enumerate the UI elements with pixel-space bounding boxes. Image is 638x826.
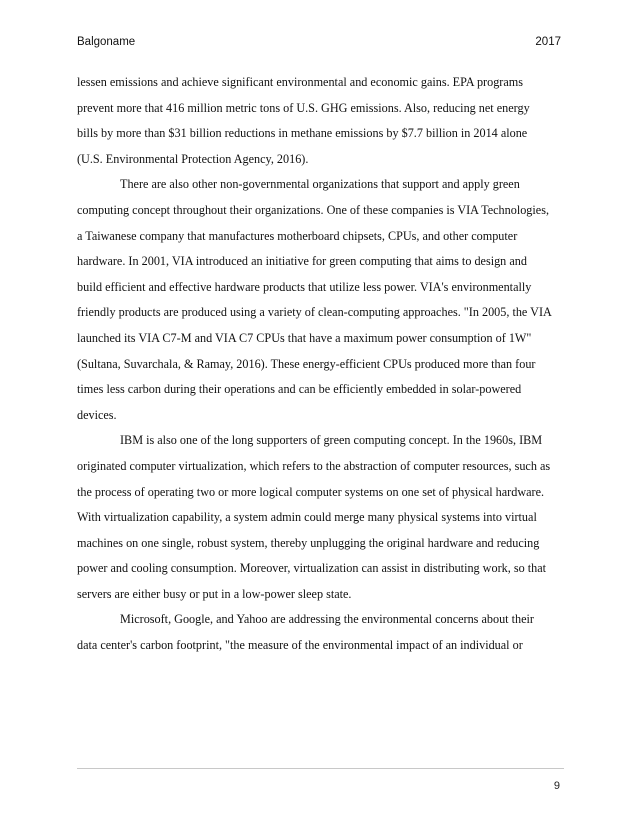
paragraph	[77, 428, 563, 607]
text-line: the process of operating two or more logical computer systems on one set of physical hardware.	[77, 484, 545, 499]
text-line: (Sultana, Suvarchala, & Ramay, 2016). These energy-efficient CPUs produced more than four	[77, 356, 536, 371]
text-line: hardware. In 2001, VIA introduced an initiative for green computing that aims to design and	[77, 254, 527, 269]
text-line: computing concept throughout their organizations. One of these companies is VIA Technologies,	[77, 202, 549, 217]
text-line: prevent more that 416 million metric tons of U.S. GHG emissions. Also, reducing net energy	[77, 100, 530, 115]
text-line: With virtualization capability, a system admin could merge many physical systems into virtual	[77, 510, 537, 525]
text-line: build efficient and effective hardware products that utilize less power. VIA's environmentally	[77, 279, 532, 294]
text-line: launched its VIA C7-M and VIA C7 CPUs that have a maximum power consumption of 1W"	[77, 330, 532, 345]
header-author: Balgoname	[77, 36, 136, 48]
text-line: servers are either busy or put in a low-power sleep state.	[77, 586, 352, 601]
text-line: originated computer virtualization, which refers to the abstraction of computer resources, such as	[77, 458, 551, 473]
text-line: Microsoft, Google, and Yahoo are addressing the environmental concerns about their	[120, 612, 534, 627]
footer-divider	[77, 768, 564, 769]
document-body	[77, 70, 563, 659]
paragraph	[77, 172, 563, 428]
paragraph	[77, 607, 563, 658]
text-line: friendly products are produced using a variety of clean-computing approaches. "In 2005, the VIA	[77, 305, 552, 320]
text-line: IBM is also one of the long supporters of green computing concept. In the 1960s, IBM	[120, 433, 543, 448]
text-line: machines on one single, robust system, thereby unplugging the original hardware and reducing	[77, 535, 540, 550]
text-line: power and cooling consumption. Moreover, virtualization can assist in distributing work, so that	[77, 561, 546, 576]
text-line: data center's carbon footprint, "the measure of the environmental impact of an individual or	[77, 638, 523, 653]
text-line: devices.	[77, 407, 117, 422]
text-line: There are also other non-governmental organizations that support and apply green	[120, 177, 520, 192]
paragraph	[77, 70, 563, 172]
text-line: (U.S. Environmental Protection Agency, 2016).	[77, 151, 309, 166]
text-line: lessen emissions and achieve significant environmental and economic gains. EPA programs	[77, 75, 523, 89]
header-year: 2017	[535, 36, 561, 48]
text-line: times less carbon during their operations and can be efficiently embedded in solar-powered	[77, 382, 522, 397]
page-number: 9	[553, 780, 560, 792]
text-line: bills by more than $31 billion reductions in methane emissions by $7.7 billion in 2014 alone	[77, 126, 528, 141]
text-line: a Taiwanese company that manufactures motherboard chipsets, CPUs, and other computer	[77, 228, 518, 243]
page-header	[77, 36, 561, 54]
